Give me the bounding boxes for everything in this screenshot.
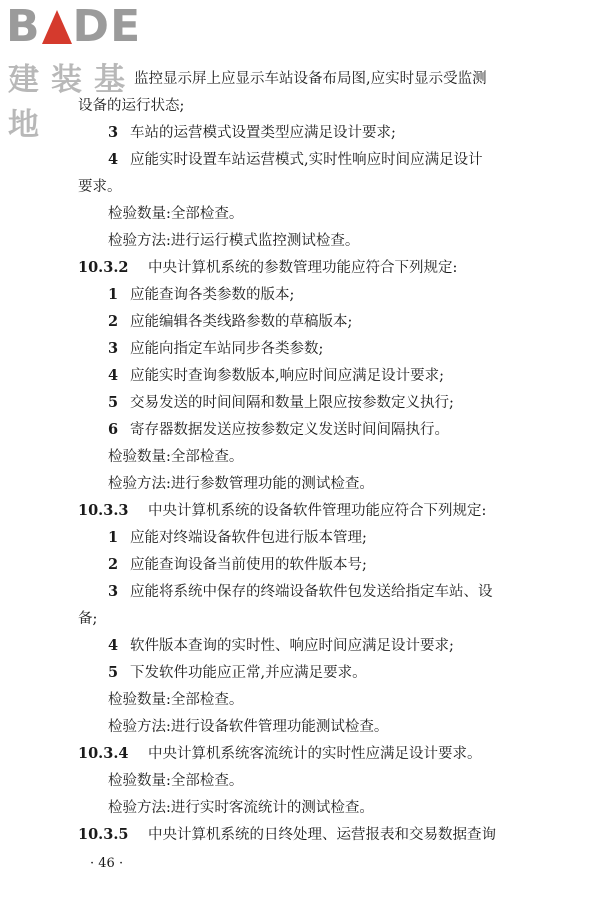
list-item (108, 151, 483, 169)
inspection-method (108, 475, 374, 493)
item-number: 1 (108, 529, 119, 546)
line-text: 车站的运营模式设置类型应满足设计要求; (130, 125, 396, 141)
item-number: 4 (108, 151, 119, 168)
list-item (108, 367, 444, 385)
line-text: 交易发送的时间间隔和数量上限应按参数定义执行; (130, 395, 454, 411)
line-text: 应能向指定车站同步各类参数; (130, 341, 324, 357)
line-text: 下发软件功能应正常,并应满足要求。 (130, 665, 367, 681)
list-item (108, 313, 352, 331)
line-text: 检验方法:进行参数管理功能的测试检查。 (108, 476, 374, 492)
item-number: 4 (108, 367, 119, 384)
line-text: 检验数量:全部检查。 (108, 773, 244, 789)
line-text: 中央计算机系统的参数管理功能应符合下列规定: (148, 260, 458, 276)
line-text: 应能实时查询参数版本,响应时间应满足设计要求; (130, 368, 444, 384)
line-text: 设备的运行状态; (78, 98, 185, 114)
line-text: 中央计算机系统客流统计的实时性应满足设计要求。 (148, 746, 482, 762)
section-number: 10.3.2 (78, 259, 129, 276)
item-number: 1 (108, 286, 119, 303)
item-number: 2 (108, 313, 119, 330)
line-text: 检验方法:进行设备软件管理功能测试检查。 (108, 719, 389, 735)
list-item (108, 556, 367, 574)
section-heading (78, 259, 457, 277)
list-item (108, 394, 454, 412)
list-item (108, 286, 294, 304)
inspection-quantity (108, 691, 243, 709)
line-text: 应能编辑各类线路参数的草稿版本; (130, 314, 353, 330)
line-text: 应能将系统中保存的终端设备软件包发送给指定车站、设 (130, 584, 493, 600)
item-number: 3 (108, 583, 119, 600)
item-number: 4 (108, 637, 119, 654)
line-text: 备; (78, 611, 98, 627)
logo-letters-de: DE (72, 1, 142, 52)
item-number: 5 (108, 394, 119, 411)
list-item (108, 637, 454, 655)
inspection-method (108, 799, 374, 817)
section-heading (78, 745, 482, 763)
bade-logo (6, 1, 142, 52)
inspection-quantity (108, 205, 243, 223)
item-number: 3 (108, 124, 119, 141)
item-number: 5 (108, 664, 119, 681)
line-text: 应能对终端设备软件包进行版本管理; (130, 530, 367, 546)
line-text: 应能实时设置车站运营模式,实时性响应时间应满足设计 (130, 152, 483, 168)
inspection-method (108, 232, 359, 250)
section-heading (78, 826, 496, 844)
section-heading (78, 502, 486, 520)
inspection-method (108, 718, 388, 736)
item-number: 6 (108, 421, 119, 438)
text-line (78, 178, 122, 196)
inspection-quantity (108, 772, 243, 790)
watermark-subtitle: 建装基地 (8, 62, 137, 143)
logo-triangle-icon (42, 10, 72, 44)
list-item (108, 583, 493, 601)
item-number: 3 (108, 340, 119, 357)
logo-letter-b: B (6, 1, 41, 52)
inspection-quantity (108, 448, 243, 466)
line-text: 软件版本查询的实时性、响应时间应满足设计要求; (130, 638, 454, 654)
list-item (108, 421, 449, 439)
section-number: 10.3.4 (78, 745, 129, 762)
line-text: 应能查询各类参数的版本; (130, 287, 295, 303)
page-number: · 46 · (90, 856, 124, 871)
line-text: 应能查询设备当前使用的软件版本号; (130, 557, 367, 573)
line-text: 检验数量:全部检查。 (108, 449, 244, 465)
line-text: 监控显示屏上应显示车站设备布局图,应实时显示受监测 (134, 71, 487, 87)
line-text: 中央计算机系统的日终处理、运营报表和交易数据查询 (148, 827, 496, 843)
text-line (134, 70, 487, 88)
section-number: 10.3.3 (78, 502, 129, 519)
line-text: 要求。 (78, 179, 122, 195)
line-text: 检验方法:进行运行模式监控测试检查。 (108, 233, 360, 249)
line-text: 检验方法:进行实时客流统计的测试检查。 (108, 800, 374, 816)
line-text: 检验数量:全部检查。 (108, 206, 244, 222)
text-line (78, 610, 97, 628)
section-number: 10.3.5 (78, 826, 129, 843)
line-text: 寄存器数据发送应按参数定义发送时间间隔执行。 (130, 422, 449, 438)
list-item (108, 529, 367, 547)
line-text: 检验数量:全部检查。 (108, 692, 244, 708)
list-item (108, 664, 367, 682)
item-number: 2 (108, 556, 119, 573)
line-text: 中央计算机系统的设备软件管理功能应符合下列规定: (148, 503, 487, 519)
list-item (108, 340, 323, 358)
